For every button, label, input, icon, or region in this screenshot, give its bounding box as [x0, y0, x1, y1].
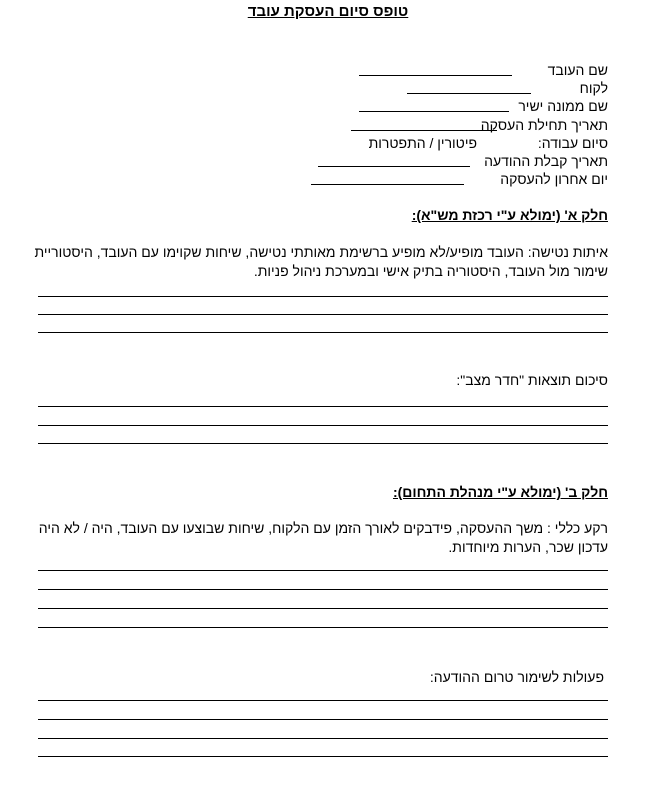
part-a-answer-line[interactable]: [38, 332, 608, 333]
retention-actions-line[interactable]: [38, 719, 608, 720]
retention-actions-line[interactable]: [38, 700, 608, 701]
notice-date-field[interactable]: [318, 166, 470, 167]
situation-room-summary-label: סיכום תוצאות "חדר מצב":: [456, 372, 608, 388]
part-a-answer-line[interactable]: [38, 314, 608, 315]
part-a-heading: חלק א' (ימולא ע"י רכזת מש"א):: [411, 207, 608, 223]
part-b-answer-line[interactable]: [38, 570, 608, 571]
part-b-answer-line[interactable]: [38, 627, 608, 628]
part-b-heading: חלק ב' (ימולא ע"י מנהלת התחום):: [392, 484, 608, 500]
retention-actions-line[interactable]: [38, 756, 608, 757]
last-day-field[interactable]: [311, 184, 464, 185]
field-label-termination-type: סיום עבודה:: [537, 135, 608, 151]
form-title: טופס סיום העסקת עובד: [247, 3, 409, 20]
start-date-field[interactable]: [351, 130, 497, 131]
field-label-start-date: תאריך תחילת העסקה: [480, 117, 608, 133]
situation-room-answer-line[interactable]: [38, 443, 608, 444]
employee-name-field[interactable]: [359, 75, 512, 76]
field-label-client: לקוח: [579, 80, 608, 96]
field-label-notice-date: תאריך קבלת ההודעה: [484, 153, 608, 169]
part-b-answer-line[interactable]: [38, 608, 608, 609]
part-a-tracing-text: איתות נטישה: העובד מופיע/לא מופיע ברשימת מאותתי נטישה, שיחות שקוימו עם העובד, היסטוריית שימור מול העובד, היסטוריה בתיק אישי ובמערכת ניהול פניות.: [34, 244, 608, 279]
termination-type-options[interactable]: פיטורין / התפטרות: [368, 135, 477, 151]
situation-room-answer-line[interactable]: [38, 425, 608, 426]
part-a-answer-line[interactable]: [38, 296, 608, 297]
situation-room-answer-line[interactable]: [38, 406, 608, 407]
part-b-background-text: רקע כללי : משך ההעסקה, פידבקים לאורך הזמן עם הלקוח, שיחות שבוצעו עם העובד, היה / לא היה עדכון שכר, הערות מיוחדות.: [38, 520, 608, 555]
retention-actions-label: פעולות לשימור טרום ההודעה:: [429, 669, 604, 685]
direct-manager-field[interactable]: [359, 111, 509, 112]
field-label-direct-manager: שם ממונה ישיר: [518, 98, 608, 114]
field-label-last-day: יום אחרון להעסקה: [500, 171, 608, 187]
retention-actions-line[interactable]: [38, 738, 608, 739]
part-b-answer-line[interactable]: [38, 589, 608, 590]
client-field[interactable]: [407, 93, 531, 94]
field-label-employee-name: שם העובד: [547, 62, 608, 78]
